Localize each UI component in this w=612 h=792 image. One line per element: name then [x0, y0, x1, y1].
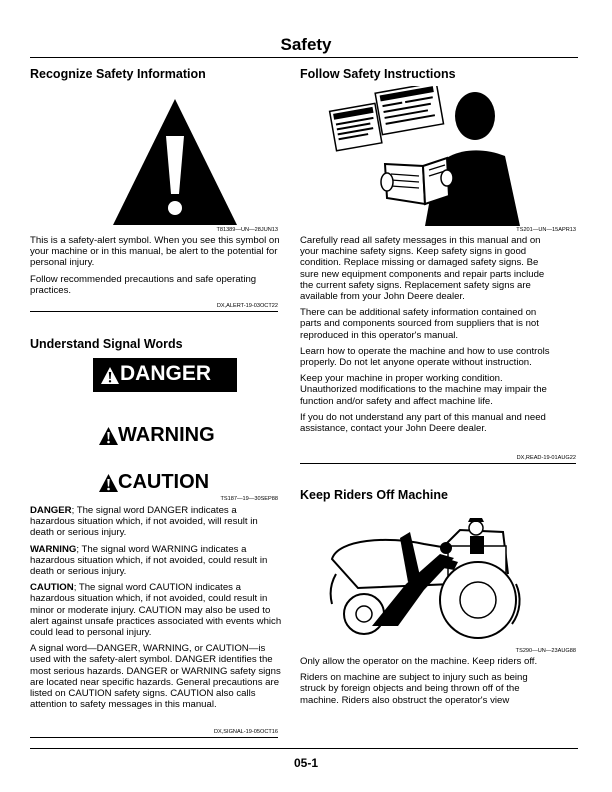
warning-sign: [99, 424, 239, 448]
caution-sign: [99, 471, 239, 495]
danger-sign: [93, 358, 237, 392]
danger-definition: [30, 505, 282, 539]
signal-words-text: [30, 505, 282, 715]
document-code: DX,ALERT-19-03OCT22: [216, 303, 278, 309]
figure-code: TS201—UN—15APR13: [516, 227, 576, 233]
paragraph: Only allow the operator on the machine. Keep riders off.: [300, 656, 538, 667]
paragraph: This is a safety-alert symbol. When you see this symbol on your machine or in this manual, be alert to the potential for personal injury.: [30, 235, 280, 269]
follow-text: [300, 235, 555, 439]
title-divider: [30, 57, 578, 58]
page-number: 05-1: [293, 756, 319, 770]
section-divider: [30, 311, 278, 312]
caution-word: CAUTION: [118, 471, 210, 493]
paragraph: Riders on machine are subject to injury such as being struck by foreign objects and being thrown off of the machine. Riders also obstruct the operator's view: [300, 672, 528, 706]
warning-definition: [30, 544, 282, 578]
recognize-heading: Recognize Safety Information: [30, 67, 206, 81]
person-reading-manual-icon: [325, 86, 545, 226]
document-code: DX,READ-19-01AUG22: [516, 455, 576, 461]
follow-heading: Follow Safety Instructions: [300, 67, 456, 81]
warning-alert-icon: [99, 427, 118, 445]
caution-alert-icon: [99, 474, 118, 492]
paragraph: There can be additional safety information contained on parts and components sourced from suppliers that is not reproduced in this operator's manual.: [300, 307, 539, 341]
rider-falling-off-tractor-icon: [328, 514, 528, 646]
riders-heading: Keep Riders Off Machine: [300, 488, 448, 502]
paragraph: A signal word—DANGER, WARNING, or CAUTION—is used with the safety-alert symbol. DANGER identifies the most serious hazards. DANGER or WARNING safety signs are located near specific hazards. General precautions are listed on CAUTION safety signs. CAUTION also calls attention to safety messages in this manual.: [30, 643, 281, 711]
caution-definition: [30, 582, 282, 638]
caution-text: ; The signal word CAUTION indicates a hazardous situation which, if not avoided, could result in minor or moderate injury. CAUTION may also be used to alert against unsafe practices associated with events which could lead to personal injury.: [30, 582, 282, 639]
danger-lead: DANGER: [30, 505, 72, 516]
section-divider: [300, 463, 576, 464]
paragraph: Carefully read all safety messages in this manual and on your machine safety signs. Keep safety signs in good condition. Replace missing or damaged safety signs. Be sure new equipment components and repair parts include the current safety signs. Replacement safety signs are available from your John Deere dealer.: [300, 235, 545, 303]
figure-code: TS290—UN—23AUG88: [515, 648, 576, 654]
safety-alert-symbol-icon: [110, 96, 240, 228]
warning-word: WARNING: [118, 424, 215, 446]
paragraph: Keep your machine in proper working condition. Unauthorized modifications to the machine may impair the function and/or safety and affect machine life.: [300, 373, 547, 407]
warning-text: ; The signal word WARNING indicates a hazardous situation which, if not avoided, could result in death or serious injury.: [30, 543, 268, 578]
warning-lead: WARNING: [30, 543, 77, 555]
section-divider: [30, 737, 278, 738]
signal-words-heading: Understand Signal Words: [30, 337, 183, 351]
caution-lead: CAUTION: [30, 582, 74, 594]
page-title: Safety: [280, 35, 332, 54]
paragraph: Learn how to operate the machine and how to use controls properly. Do not let anyone operate without instruction.: [300, 345, 550, 369]
paragraph: If you do not understand any part of this manual and need assistance, contact your John Deere dealer.: [300, 411, 546, 435]
figure-code: TS187—19—30SEP88: [220, 496, 278, 502]
footer-divider: [30, 748, 578, 749]
paragraph: Follow recommended precautions and safe operating practices.: [30, 273, 257, 296]
document-code: DX,SIGNAL-19-05OCT16: [213, 729, 278, 735]
riders-text: [300, 656, 555, 711]
danger-word: DANGER: [120, 362, 212, 385]
recognize-text: [30, 235, 280, 301]
figure-code: T81389—UN—28JUN13: [216, 227, 278, 233]
danger-text: ; The signal word DANGER indicates a hazardous situation which, if not avoided, will result in death or serious injury.: [30, 505, 258, 539]
danger-alert-icon: [101, 367, 119, 384]
